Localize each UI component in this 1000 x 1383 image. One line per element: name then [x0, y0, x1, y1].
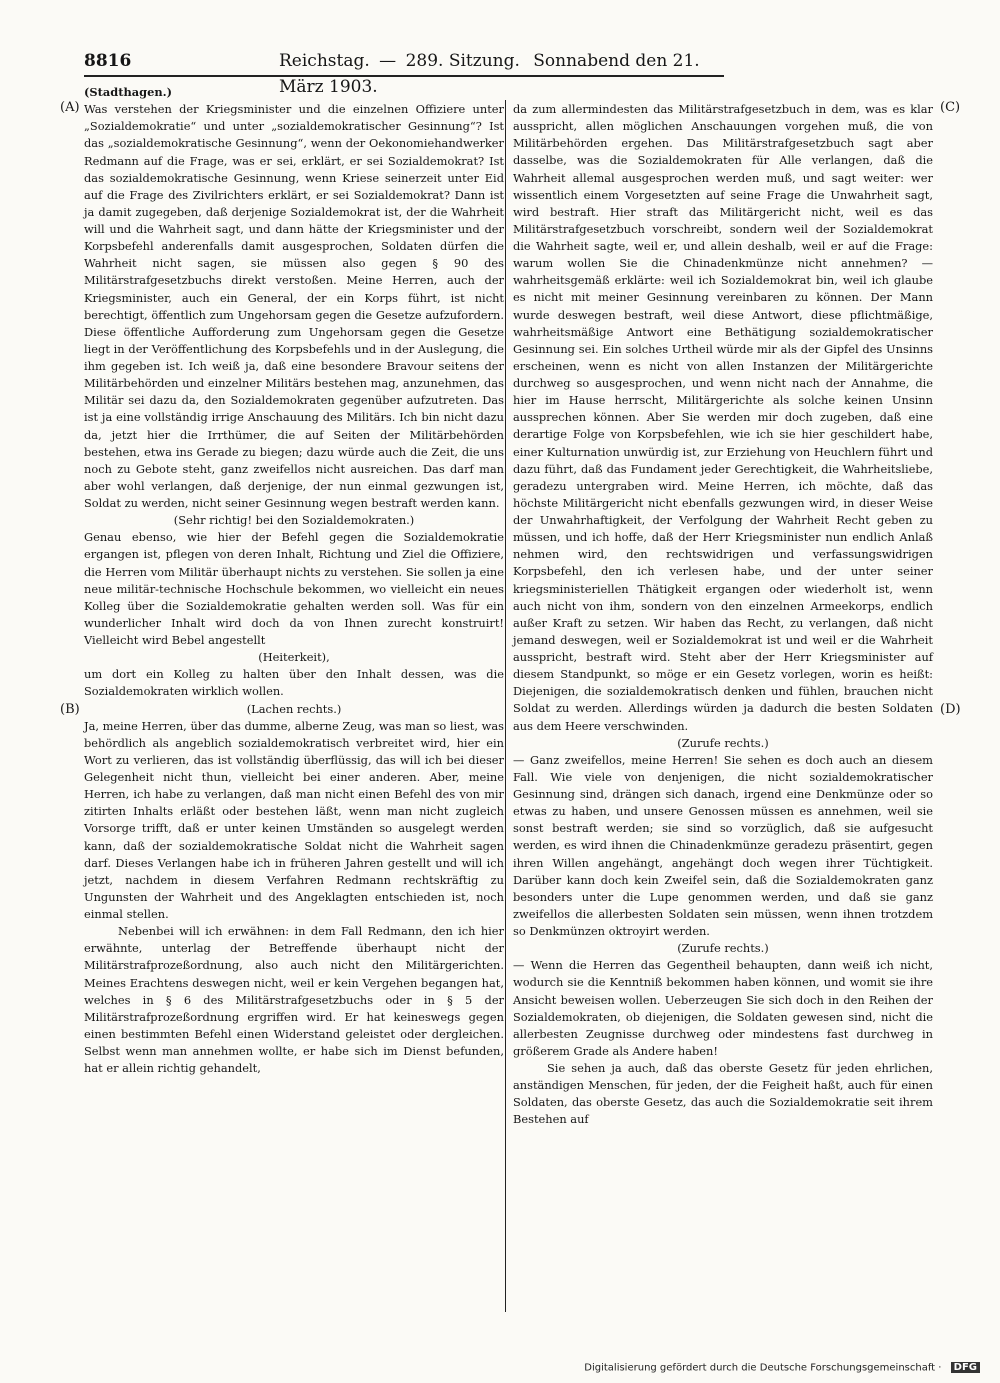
margin-marker-d: (D) [940, 702, 961, 717]
title-dash: — [379, 51, 397, 71]
session-name: 289. Sitzung. [405, 51, 520, 71]
paragraph: Genau ebenso, wie hier der Befehl gegen die Sozialdemokratie ergangen ist, pflegen von deren Inhalt, Richtung und Ziel die Offiziere, die Herren vom Militär überhaupt nichts zu verstehen. Sie sollen ja eine neue militär-technische Hochschule bekommen, wo vielleicht ein neues Kolleg über die Sozialdemokratie gehalten werden soll. Was für ein wunderlicher Inhalt wird doch da von Ihnen zurecht konstruirt! Vielleicht wird Bebel angestellt [84, 530, 504, 647]
paragraph: Was verstehen der Kriegsminister und die einzelnen Offiziere unter „Sozialdemokratie“ und unter „sozialdemokratischer Gesinnung“? Ist das „sozialdemokratische Gesinnung“, wenn der Oekonomiehandwerker Redmann auf die Frage, was er sei, erklärt, er sei Sozialdemokrat? Ist das sozialdemokratische Gesinnung, wenn Kriese seinerzeit unter Eid auf die Frage des Zivilrichters erklärt, er sei Sozialdemokrat? Dann ist ja damit zugegeben, daß derjenige Sozialdemokrat ist, der die Wahrheit will und die Wahrheit sagt, und dann hätte der Kriegsminister und der Korpsbefehl anderenfalls damit ausgesprochen, Soldaten dürfen die Wahrheit nicht sagen, sie müssen also gegen § 90 des Militärstrafgesetzbuchs direkt verstoßen. Meine Herren, auch der Kriegsminister, auch ein General, der ein Korps führt, ist nicht berechtigt, öffentlich zum Ungehorsam gegen die Gesetze aufzufordern. Diese öffentliche Aufforderung zum Ungehorsam gegen die Gesetze liegt in der Veröffentlichung des Korpsbefehls und in der Auslegung, die ihm gegeben ist. Ich weiß ja, daß eine besondere Bravour seitens der Militärbehörden und einzelner Militärs bestehen mag, anzunehmen, das Militär sei dazu da, den Sozialdemokraten gegenüber aufzutreten. Das ist ja eine vollständig irrige Anschauung des Militärs. Ich bin nicht dazu da, jetzt hier die Irrthümer, die auf Seiten der Militärbehörden bestehen, etwa ins Gerade zu biegen; dazu würde auch die Zeit, die uns noch zu Gebote steht, ganz zweifellos nicht ausreichen. Das darf man aber wohl verlangen, daß derjenige, der nun einmal gezwungen ist, Soldat zu werden, nicht seiner Gesinnung wegen bestraft werden kann. [84, 102, 504, 510]
paragraph: da zum allermindesten das Militärstrafgesetzbuch in dem, was es klar ausspricht, allen möglichen Anschauungen vorgehen muß, die von Militärbehörden ergehen. Das Militärstrafgesetzbuch sagt aber dasselbe, was die Sozialdemokraten für Alle verlangen, daß die Wahrheit allemal ausgesprochen werden muß, und sagt weiter: wer wissentlich einem Vorgesetzten auf seine Frage die Unwahrheit sagt, wird bestraft. Hier straft das Militärgericht nicht, weil es das Militärstrafgesetzbuch vorschreibt, sondern weil der Sozialdemokrat die Wahrheit sagte, weil er, und allein deshalb, weil er auf die Frage: warum wollen Sie die Chinadenkmünze nicht annehmen? — wahrheitsgemäß erklärte: weil ich Sozialdemokrat bin, weil ich glaube es nicht mit meiner Gesinnung vereinbaren zu können. Der Mann wurde deswegen bestraft, weil diese Antwort, diese pflichtmäßige, wahrheitsmäßige Antwort eine Bethätigung sozialdemokratischer Gesinnung sei. Ein solches Urtheil würde mir als der Gipfel des Unsinns erscheinen, wenn es nicht von allen Instanzen der Militärgerichte durchweg so ausgesprochen, und wenn nicht nach der Annahme, die hier im Hause herrscht, Militärgerichte als solche keinen Unsinn aussprechen können. Aber Sie werden mir doch zugeben, daß eine derartige Folge von Korpsbefehlen, wie ich sie hier geschildert habe, einer Kulturnation unwürdig ist, zur Erziehung von Heuchlern führt und dazu führt, daß das Fundament jeder Gerechtigkeit, die Wahrheitsliebe, geradezu untergraben wird. Meine Herren, ich möchte, daß das höchste Militärgericht nicht ebenfalls gezwungen wird, in dieser Weise der Unwahrhaftigkeit, der Verfolgung der Wahrheit Recht geben zu müssen, und ich hoffe, daß der Herr Kriegsminister nun endlich Anlaß nehmen wird, den rechtswidrigen und verfassungswidrigen Korpsbefehl, den ich verlesen habe, und der unter seiner kriegsministeriellen Thätigkeit ergangen oder wiederholt ist, wenn auch nicht von ihm, sondern von den einzelnen Armeekorps, endlich außer Kraft zu setzen. Wir haben das Recht, zu verlangen, daß nicht jemand deswegen, weil er Sozialdemokrat ist und weil er die Wahrheit ausspricht, bestraft wird. Steht aber der Herr Kriegsminister auf diesem Standpunkt, so möge er ein Gesetz vorlegen, worin es heißt: Diejenigen, die sozialdemokratisch denken und fühlen, brauchen nicht Soldat zu werden. Allerdings würden ja dadurch die besten Soldaten aus dem Heere verschwinden. [513, 102, 933, 733]
credit-text: Digitalisierung gefördert durch die Deutsche Forschungsgemeinschaft · [584, 1362, 942, 1374]
margin-marker-b: (B) [60, 702, 80, 717]
session-date: Sonnabend den 21. März 1903. [279, 51, 700, 97]
source-name: Reichstag. [279, 51, 370, 71]
interjection: (Zurufe rechts.) [677, 735, 769, 750]
column-divider [505, 100, 506, 1312]
paragraph: Sie sehen ja auch, daß das oberste Gesetz für jeden ehrlichen, anständigen Menschen, für jeden, der die Feigheit haßt, auch für einen Soldaten, das oberste Gesetz, das auch die Sozialdemokratie seit ihrem Bestehen auf [513, 1061, 933, 1127]
header-rule [84, 75, 724, 77]
right-column [513, 101, 933, 1129]
speaker-name: (Stadthagen.) [84, 85, 172, 99]
interjection: (Heiterkeit), [258, 650, 330, 665]
paragraph: Ja, meine Herren, über das dumme, alberne Zeug, was man so liest, was behördlich als angeblich sozialdemokratisch verbreitet wird, hier ein Wort zu verlieren, das ist vollständig überflüssig, das will ich bei dieser Gelegenheit nicht thun, vielleicht bei einer anderen. Aber, meine Herren, ich habe zu verlangen, daß man nicht einen Befehl des von mir zitirten Inhalts erläßt oder bestehen läßt, wenn man nicht zugleich Vorsorge trifft, daß er unter keinen Umständen so ausgelegt werden kann, daß der sozialdemokratische Soldat nicht die Wahrheit sagen darf. Dieses Verlangen habe ich in früheren Jahren gestellt und will ich jetzt, nachdem in diesem Verfahren Redmann rechtskräftig zu Ungunsten der Wahrheit und des Angeklagten entschieden ist, noch einmal stellen. [84, 718, 504, 921]
interjection: (Sehr richtig! bei den Sozialdemokraten.) [173, 513, 415, 528]
page-number: 8816 [84, 51, 132, 71]
paragraph: — Ganz zweifellos, meine Herren! Sie sehen es doch auch an diesem Fall. Wie viele von denjenigen, die nicht sozialdemokratischer Gesinnung sind, drängen sich danach, irgend eine Denkmünze oder so etwas zu haben, und unsere Genossen müssen es annehmen, weil sie sonst bestraft werden; sie sind so vorzüglich, daß sie aufgesucht werden, es wird ihnen die Chinadenkmünze geradezu präsentirt, gegen ihren Willen angehängt, angehängt doch wegen ihrer Tüchtigkeit. Darüber kann doch kein Zweifel sein, daß die Sozialdemokraten ganz besonders unter die Lupe genommen werden, und daß sie ganz zweifellos die allerbesten Soldaten sein müssen, wenn ihnen trotzdem so Denkmünzen oktroyirt werden. [513, 752, 933, 938]
paragraph: — Wenn die Herren das Gegentheil behaupten, dann weiß ich nicht, wodurch sie die Kenntniß bekommen haben können, und womit sie ihre Ansicht beweisen wollen. Ueberzeugen Sie sich doch in den Reihen der Sozialdemokraten, ob diejenigen, die Soldaten gewesen sind, nicht die allerbesten Zeugnisse durchweg oder mindestens fast durchweg in größerem Grade als Andere haben! [513, 958, 933, 1058]
margin-marker-a: (A) [60, 100, 80, 115]
dfg-logo: DFG [951, 1362, 980, 1373]
digitization-credit [584, 1362, 980, 1374]
paragraph: Nebenbei will ich erwähnen: in dem Fall Redmann, den ich hier erwähnte, unterlag der Betreffende überhaupt nicht der Militärstrafprozeßordnung, also auch nicht den Militärgerichten. Meines Erachtens deswegen nicht, weil er kein Vergehen begangen hat, welches in § 6 des Militärstrafgesetzbuchs oder in § 5 der Militärstrafprozeßordnung ergriffen wird. Er hat keineswegs gegen einen bestimmten Befehl einen Widerstand geleistet oder dergleichen. Selbst wenn man annehmen wollte, er habe sich im Dienst befunden, hat er allein richtig gehandelt, [84, 924, 504, 1076]
interjection: (Zurufe rechts.) [677, 941, 769, 956]
interjection: (Lachen rechts.) [246, 701, 342, 716]
margin-marker-c: (C) [940, 100, 961, 115]
left-column [84, 84, 504, 1077]
paragraph: um dort ein Kolleg zu halten über den Inhalt dessen, was die Sozialdemokraten wirklich wollen. [84, 667, 504, 699]
